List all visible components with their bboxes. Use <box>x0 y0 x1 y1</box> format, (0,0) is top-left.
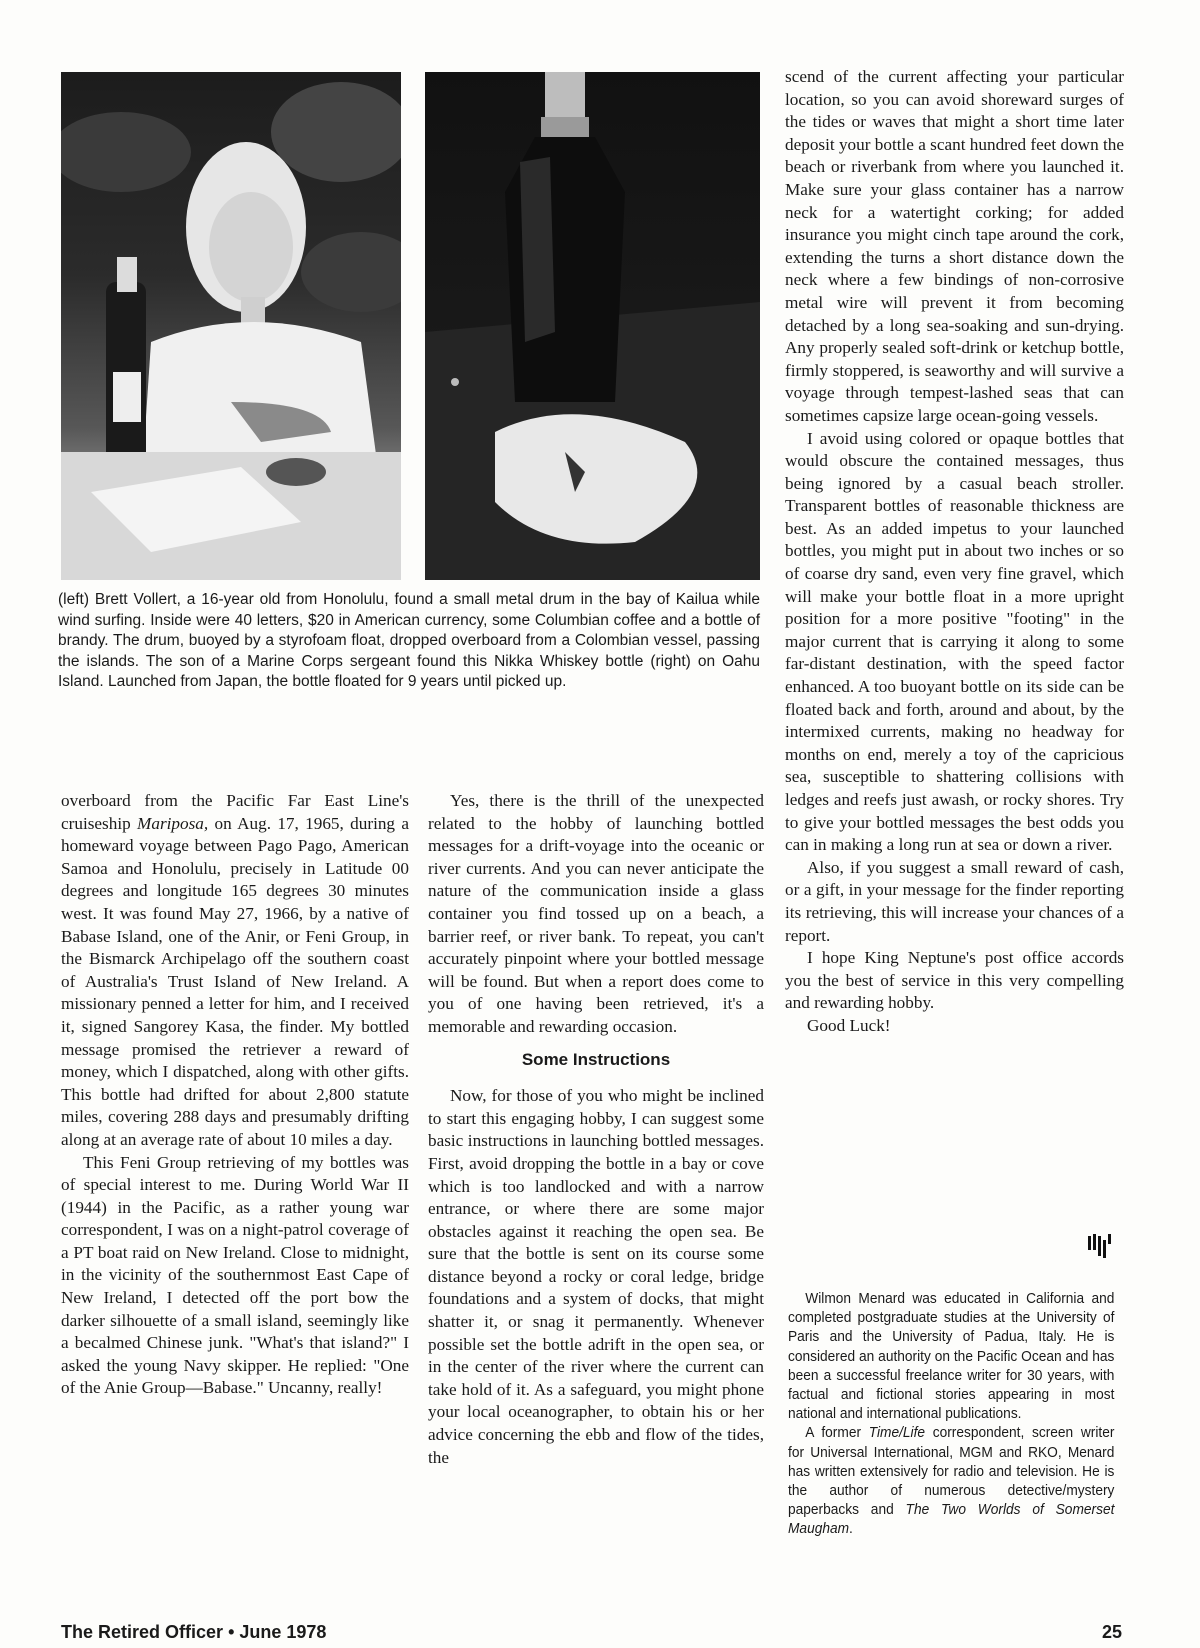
text-span: on Aug. 17, 1965, during a homeward voyage between Pago Pago, American Samoa and Honolulu, precisely in Latitude 00 degrees and longitude 165 degrees 30 minutes west. It was found May 27, 1966, by a native of Babase Island, one of the Anir, or Feni Group, in the Bismarck Archipelago off the southern coast of Australia's Trust Island of New Ireland. A missionary penned a letter for him, and I received it, signed Sangorey Kasa, the finder. My bottled message promised the retriever a reward of money, which I dispatched, along with other gifts. This bottle had drifted for about 2,800 statute miles, covering 288 days and presumably drifting along at an average rate of about 10 miles a day. <box>61 813 409 1149</box>
article-column-2 <box>428 790 764 1469</box>
paragraph: This Feni Group retrieving of my bottles was of special interest to me. During World War II (1944) in the Pacific, as a rather young war correspondent, I was on a night-patrol coverage of a PT boat raid on New Ireland. Close to midnight, in the vicinity of the southernmost East Cape of New Ireland, I detected off the port bow the darker silhouette of a small island, seemingly like a becalmed Chinese junk. "What's that island?" I asked the young Navy skipper. He replied: "One of the Anie Group—Babase." Uncanny, really! <box>61 1152 409 1398</box>
text-span: . <box>849 1521 853 1538</box>
author-bio <box>788 1290 1114 1540</box>
footer-bullet: • <box>228 1622 235 1642</box>
paragraph: Also, if you suggest a small reward of cash, or a gift, in your message for the finder reporting its retrieving, this will increase your chances of a report. <box>785 857 1124 945</box>
footer-publication <box>61 1622 326 1643</box>
book-title: The Two Worlds of Somerset Maugham <box>788 1502 1115 1538</box>
paragraph: Now, for those of you who might be inclined to start this engaging hobby, I can suggest some basic instructions in launching bottled messages. First, avoid dropping the bottle in a bay or cove which is too landlocked and with a narrow entrance, or where there are some major obstacles against it reaching the open sea. Be sure that the bottle is sent on its course some distance beyond a rocky or coral ledge, bridge foundations and a system of docks, that might shatter it, or snag it permanently. Whenever possible set the bottle adrift in the open sea, or in the center of the river where the current can take hold of it. As a safeguard, you might phone your local oceanographer, to obtain his or her advice concerning the ebb and flow of the tides, the <box>428 1086 764 1467</box>
publication-name: The Retired Officer <box>61 1622 224 1642</box>
photo-boy-with-bottle <box>61 72 401 580</box>
page-number: 25 <box>1102 1622 1123 1642</box>
article-column-3 <box>785 66 1124 1038</box>
photo-bottle-illustration <box>425 72 760 580</box>
sign-off: Good Luck! <box>807 1015 891 1035</box>
paragraph: scend of the current affecting your particular location, so you can avoid shoreward surges of the tides or waves that might a short time later deposit your bottle a scant hundred feet down the beach or riverbank from where you launched it. Make sure your glass container has a narrow neck for a watertight corking; for added insurance you might cinch tape around the cork, extending the turns a short distance down the neck where a few bindings of non-corrosive metal wire will prevent it from becoming detached by a long sea-soaking and sun-drying. Any properly sealed soft-drink or ketchup bottle, firmly stoppered, is seaworthy and will survive a voyage through tempest-lashed seas that can sometimes capsize large ocean-going vessels. <box>785 67 1124 425</box>
ship-name: Mariposa, <box>137 813 209 833</box>
article-column-1 <box>61 790 409 1400</box>
issue-date: June 1978 <box>239 1622 327 1642</box>
paragraph: I hope King Neptune's post office accords you the best of service in this very compelling and rewarding hobby. <box>785 948 1124 1013</box>
bio-paragraph: Wilmon Menard was educated in California and completed postgraduate studies at the University of Paris and the University of Padua, Italy. He is considered an authority on the Pacific Ocean and has been a successful freelance writer for 30 years, with factual and fictional stories appearing in most national and international publications. <box>788 1291 1115 1423</box>
end-mark-icon <box>1086 1232 1112 1260</box>
photo-caption: (left) Brett Vollert, a 16-year old from Honolulu, found a small metal drum in the bay of Kailua while wind surfing. Inside were 40 letters, $20 in American currency, some Columbian coffee and a bottle of brandy. The drum, buoyed by a styrofoam float, dropped overboard from a Colombian vessel, passing the islands. The son of a Marine Corps sergeant found this Nikka Whiskey bottle (right) on Oahu Island. Launched from Japan, the bottle floated for 9 years until picked up. <box>58 591 760 690</box>
text-span: overboard from the Pacific Far East Line's cruiseship <box>61 791 409 833</box>
section-heading: Some Instructions <box>521 1049 671 1069</box>
photo-boy-illustration <box>61 72 401 580</box>
text-span: A former <box>805 1425 869 1442</box>
magazine-name: Time/Life <box>868 1425 926 1442</box>
paragraph <box>61 790 409 1152</box>
bio-paragraph <box>788 1424 1114 1539</box>
paragraph: Yes, there is the thrill of the unexpected related to the hobby of launching bottled messages for a drift-voyage into the oceanic or river currents. And you can never anticipate the nature of the communication inside a glass container you find tossed up on a beach, a barrier reef, or river bank. To repeat, you can't accurately pinpoint where your bottled message will be found. But when a report does come to you of one having been retrieved, it's a memorable and rewarding occasion. <box>428 791 764 1036</box>
paragraph: I avoid using colored or opaque bottles that would obscure the contained messages, thus being ignored by a casual beach stroller. Transparent bottles of reasonable thickness are best. As an added impetus to your launched bottles, you might put in about two inches or so of coarse dry sand, even very fine gravel, which will make your bottle float in a more upright position for a more positive "footing" in the major current that is carrying it along to some far-distant destination, with the speed factor enhanced. A too buoyant bottle on its side can be floated back and forth, around and about, by the intermixed currents, making no headway for months on end, merely a toy of the capricious sea, susceptible to shattering collisions with ledges and reefs just awash, or rocky shores. Try to give your bottled messages the best odds you can in making a long run at sea or down a river. <box>785 428 1124 855</box>
photo-whiskey-bottle <box>425 72 760 580</box>
text-span: correspondent, screen writer for Universal International, MGM and RKO, Menard has written extensively for radio and television. He is the author of numerous detective/mystery paperbacks and <box>788 1425 1115 1519</box>
